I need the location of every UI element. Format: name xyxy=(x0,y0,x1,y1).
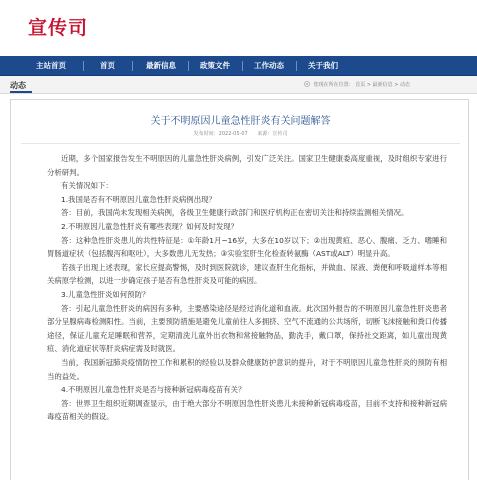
breadcrumb-separator: > xyxy=(394,82,400,88)
article-body xyxy=(47,152,447,424)
article-question: 3.儿童急性肝炎如何预防？ xyxy=(61,289,150,299)
nav-separator xyxy=(296,61,297,71)
nav-item-home[interactable]: 首页 xyxy=(100,61,115,70)
breadcrumb-bar xyxy=(0,76,477,94)
article-question: 1.我国是否有不明原因儿童急性肝炎病例出现？ xyxy=(61,194,216,204)
article-answer: 答：世界卫生组织近期调查显示，由于绝大部分不明原因急性肝炎患儿未接种新冠病毒疫苗，目前不支持和接种新冠病毒疫苗相关的假设。 xyxy=(47,398,447,422)
breadcrumb-item-latest-info[interactable]: 最新信息 xyxy=(372,82,393,88)
article-paragraph: 当前，我国新冠肺炎疫情防控工作和累积的经验以及群众健康防护意识的提升，对于不明原因儿童急性肝炎的预防有相当的益处。 xyxy=(47,357,447,381)
nav-item-main-home[interactable]: 主站首页 xyxy=(36,61,66,70)
breadcrumb-item-news[interactable]: 动态 xyxy=(399,82,410,88)
article-title: 关于不明原因儿童急性肝炎有关问题解答 xyxy=(150,116,331,127)
nav-separator xyxy=(242,61,243,71)
article-question: 2.不明原因儿童急性肝炎有哪些表现？如何及时发现？ xyxy=(61,221,239,231)
article-panel xyxy=(10,99,469,480)
title-divider xyxy=(21,143,460,144)
nav-item-work-news[interactable]: 工作动态 xyxy=(254,61,284,70)
site-logo[interactable]: 宣传司 xyxy=(28,17,89,39)
breadcrumb xyxy=(304,81,410,88)
article-paragraph: 有关情况如下： xyxy=(61,181,113,191)
breadcrumb-item-home[interactable]: 首页 xyxy=(355,82,366,88)
publish-date: 发布时间：2022-05-07 xyxy=(193,131,248,137)
article-answer: 答：引起儿童急性肝炎的病因有多种，主要感染途径是经过消化道和血液。此次国外报告的不明原因儿童急性肝炎患者部分呈腺病毒检测阳性。当前，主要预防措施是避免儿童前往人多拥挤、空气不流通的公共场所，切断飞沫接触和粪口传播途径，保证儿童充足睡眠和营养，定期清洗儿童外出衣物和常接触物品，勤洗手，戴口罩，保持社交距离，如儿童出现黄疸、消化道症状等肝炎病症需及时就医。 xyxy=(47,303,447,354)
article-answer: 答：这种急性肝炎患儿的共性特征是：①年龄1月~16岁，大多在10岁以下；②出现黄疸、恶心、腹痛、乏力、嗜睡和胃肠道症状（包括腹泻和呕吐），大多数患儿无发热；③实验室肝生化检查转氨酶（AST或ALT）明显升高。 xyxy=(47,235,447,259)
location-icon xyxy=(304,81,310,87)
breadcrumb-prefix: 您现在所在位置： xyxy=(313,82,354,88)
article-question: 4.不明原因儿童急性肝炎是否与接种新冠病毒疫苗有关？ xyxy=(61,385,246,395)
nav-item-latest-info[interactable]: 最新信息 xyxy=(146,61,176,70)
section-title-underline xyxy=(10,91,32,93)
article-source: 来源：宣传司 xyxy=(257,131,288,137)
nav-item-policy-documents[interactable]: 政策文件 xyxy=(200,61,230,70)
breadcrumb-separator: > xyxy=(366,82,373,88)
article-answer: 答：目前，我国尚未发现相关病例，各级卫生健康行政部门和医疗机构正在密切关注和持续监测相关情况。 xyxy=(61,208,409,218)
nav-separator xyxy=(83,61,84,71)
main-nav xyxy=(0,56,477,76)
nav-item-about-us[interactable]: 关于我们 xyxy=(308,61,338,70)
article-paragraph: 近期，多个国家报告发生不明原因的儿童急性肝炎病例，引发广泛关注。国家卫生健康委高度重视，及时组织专家进行分析研判。 xyxy=(47,154,447,177)
section-title: 动态 xyxy=(10,81,26,90)
nav-separator xyxy=(132,61,133,71)
article-meta xyxy=(11,130,470,137)
article-paragraph: 若孩子出现上述表现，家长应提高警惕，及时到医院就诊，建议查肝生化指标，并做血、尿液、粪便和呼吸道样本等相关病原学检测，以进一步确定孩子是否有急性肝炎及可能的病因。 xyxy=(47,262,447,286)
nav-separator xyxy=(188,61,189,71)
site-header xyxy=(0,0,477,56)
